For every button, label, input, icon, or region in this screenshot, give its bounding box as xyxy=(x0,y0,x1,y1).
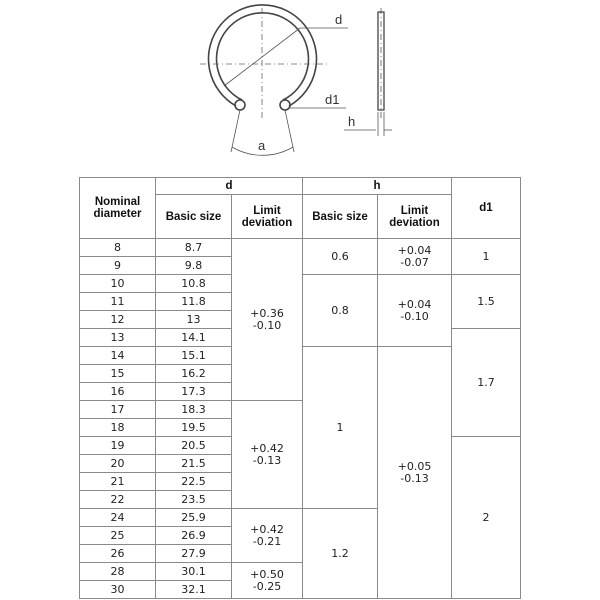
ring-outer-arc xyxy=(209,5,317,106)
d-deviation-cell: +0.42 -0.21 xyxy=(232,509,303,563)
d-deviation-cell: +0.50 -0.25 xyxy=(232,563,303,599)
header-h: h xyxy=(303,178,452,195)
d-basic-cell: 14.1 xyxy=(156,329,232,347)
header-d: d xyxy=(156,178,303,195)
nominal-cell: 30 xyxy=(80,581,156,599)
d-deviation-cell: +0.42 -0.13 xyxy=(232,401,303,509)
d-basic-cell: 16.2 xyxy=(156,365,232,383)
label-h: h xyxy=(348,114,356,129)
nominal-cell: 15 xyxy=(80,365,156,383)
h-deviation-cell: +0.05 -0.13 xyxy=(378,347,452,599)
label-a: a xyxy=(258,138,266,153)
ring-lug-right xyxy=(280,100,290,110)
header-nominal-diameter: Nominal diameter xyxy=(80,178,156,239)
d-basic-cell: 19.5 xyxy=(156,419,232,437)
h-basic-cell: 0.8 xyxy=(303,275,378,347)
d-basic-cell: 8.7 xyxy=(156,239,232,257)
nominal-cell: 12 xyxy=(80,311,156,329)
h-basic-cell: 1 xyxy=(303,347,378,509)
d-basic-cell: 15.1 xyxy=(156,347,232,365)
d-basic-cell: 23.5 xyxy=(156,491,232,509)
d-basic-cell: 10.8 xyxy=(156,275,232,293)
h-deviation-cell: +0.04 -0.07 xyxy=(378,239,452,275)
nominal-cell: 17 xyxy=(80,401,156,419)
nominal-cell: 28 xyxy=(80,563,156,581)
h-deviation-cell: +0.04 -0.10 xyxy=(378,275,452,347)
nominal-cell: 8 xyxy=(80,239,156,257)
nominal-cell: 13 xyxy=(80,329,156,347)
nominal-cell: 25 xyxy=(80,527,156,545)
nominal-cell: 10 xyxy=(80,275,156,293)
h-basic-cell: 1.2 xyxy=(303,509,378,599)
d-basic-cell: 9.8 xyxy=(156,257,232,275)
d-basic-cell: 32.1 xyxy=(156,581,232,599)
nominal-cell: 14 xyxy=(80,347,156,365)
d-basic-cell: 17.3 xyxy=(156,383,232,401)
header-d-basic-size: Basic size xyxy=(156,195,232,239)
d-basic-cell: 18.3 xyxy=(156,401,232,419)
d1-cell: 2 xyxy=(452,437,521,599)
d-basic-cell: 22.5 xyxy=(156,473,232,491)
d1-cell: 1.7 xyxy=(452,329,521,437)
nominal-cell: 26 xyxy=(80,545,156,563)
nominal-cell: 19 xyxy=(80,437,156,455)
header-d-limit-deviation: Limit deviation xyxy=(232,195,303,239)
nominal-cell: 16 xyxy=(80,383,156,401)
d1-cell: 1 xyxy=(452,239,521,275)
nominal-cell: 21 xyxy=(80,473,156,491)
d-basic-cell: 13 xyxy=(156,311,232,329)
d1-cell: 1.5 xyxy=(452,275,521,329)
circlip-drawing xyxy=(0,0,600,175)
nominal-cell: 9 xyxy=(80,257,156,275)
label-d: d xyxy=(335,12,343,27)
ring-lug-left xyxy=(235,100,245,110)
d-basic-cell: 20.5 xyxy=(156,437,232,455)
nominal-cell: 11 xyxy=(80,293,156,311)
d-basic-cell: 27.9 xyxy=(156,545,232,563)
nominal-cell: 18 xyxy=(80,419,156,437)
header-h-basic-size: Basic size xyxy=(303,195,378,239)
nominal-cell: 24 xyxy=(80,509,156,527)
table-row xyxy=(80,239,521,257)
d-basic-cell: 11.8 xyxy=(156,293,232,311)
d-basic-cell: 21.5 xyxy=(156,455,232,473)
header-h-limit-deviation: Limit deviation xyxy=(378,195,452,239)
d-basic-cell: 26.9 xyxy=(156,527,232,545)
label-d1: d1 xyxy=(325,92,340,107)
d-deviation-cell: +0.36 -0.10 xyxy=(232,239,303,401)
circlip-spec-table xyxy=(79,177,521,599)
header-d1: d1 xyxy=(452,178,521,239)
nominal-cell: 22 xyxy=(80,491,156,509)
d-basic-cell: 25.9 xyxy=(156,509,232,527)
nominal-cell: 20 xyxy=(80,455,156,473)
d-basic-cell: 30.1 xyxy=(156,563,232,581)
h-basic-cell: 0.6 xyxy=(303,239,378,275)
